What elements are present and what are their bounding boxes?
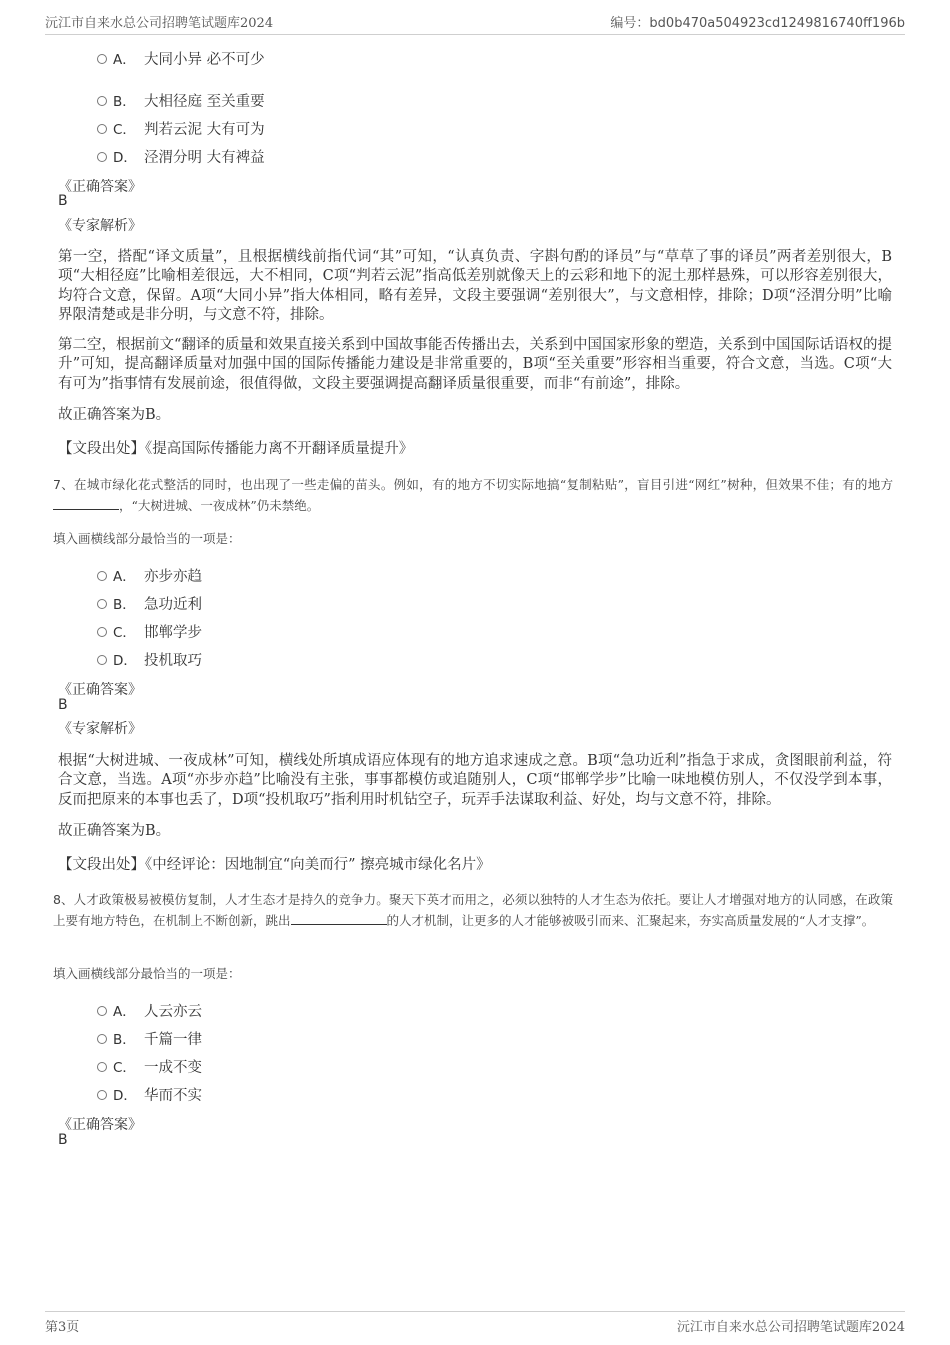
q6-analysis-conclusion: 故正确答案为B。 <box>58 407 171 423</box>
radio-icon[interactable] <box>97 1090 107 1100</box>
option-text: 华而不实 <box>144 1088 202 1104</box>
q7-stem-part2: ，“大树进城、一夜成林”仍未禁绝。 <box>119 497 320 513</box>
header-divider <box>45 34 905 35</box>
header-code-label: 编号： <box>610 16 650 31</box>
option-letter: B． <box>113 597 136 613</box>
q6-analysis-para-2: 第二空，根据前文“翻译的质量和效果直接关系到中国故事能否传播出去，关系到中国国家形象的塑造，关系到中国国际话语权的提升”可知，提高翻译质量对加强中国的国际传播能力建设是非常重要的，B项“至关重要”形容相当重要，符合文意，当选。C项“大有可为”指事情有发展前途，很值得做，文段主要强调提高翻译质量很重要，而非“有前途”，排除。 <box>58 337 892 392</box>
q6-option-b[interactable] <box>97 90 265 111</box>
q8-option-c[interactable] <box>97 1056 202 1077</box>
q7-option-d[interactable] <box>97 649 202 670</box>
q7-number: 7、 <box>53 477 75 492</box>
q8-blank <box>291 912 387 925</box>
header-code <box>610 12 905 31</box>
footer-page-number: 第3页 <box>45 1320 80 1335</box>
q8-stem-part1: 人才政策极易被模仿复制，人才生态才是持久的竞争力。聚天下英才而用之，必须以独特的人才生态为依托。要让人才增强对地方的认同感，在政策上要有地方特色，在机制上不断创新，跳出 <box>53 892 893 928</box>
option-letter: D． <box>113 1088 137 1104</box>
q7-analysis-label: 《专家解析》 <box>58 721 142 737</box>
option-text: 人云亦云 <box>144 1004 202 1020</box>
radio-icon[interactable] <box>97 571 107 581</box>
q8-answer-label: 《正确答案》 <box>58 1117 142 1133</box>
q7-answer-label: 《正确答案》 <box>58 682 142 698</box>
header-code-value: bd0b470a504923cd1249816740ff196b <box>649 16 905 31</box>
option-letter: C． <box>113 625 136 641</box>
header-title: 沅江市自来水总公司招聘笔试题库2024 <box>45 16 274 31</box>
radio-icon[interactable] <box>97 1006 107 1016</box>
q8-answer: B <box>58 1132 68 1148</box>
q8-option-d[interactable] <box>97 1084 202 1105</box>
q6-option-d[interactable] <box>97 146 265 167</box>
q7-blank <box>53 497 119 510</box>
q7-option-a[interactable] <box>97 565 202 586</box>
q7-stem-part1: 在城市绿化花式整活的同时，也出现了一些走偏的苗头。例如，有的地方不切实际地搞“复制粘贴”，盲目引进“网红”树种，但效果不佳；有的地方 <box>74 477 893 492</box>
q7-analysis-conclusion: 故正确答案为B。 <box>58 823 171 839</box>
option-text: 亦步亦趋 <box>144 569 202 585</box>
q8-stem-part2: 的人才机制，让更多的人才能够被吸引而来、汇聚起来，夯实高质量发展的“人才支撑”。 <box>386 912 875 928</box>
radio-icon[interactable] <box>97 54 107 64</box>
footer-divider <box>45 1311 905 1312</box>
option-letter: A． <box>113 52 136 68</box>
option-letter: A． <box>113 1004 136 1020</box>
radio-icon[interactable] <box>97 124 107 134</box>
radio-icon[interactable] <box>97 627 107 637</box>
q8-number: 8、 <box>53 892 74 907</box>
option-text: 邯郸学步 <box>144 625 202 641</box>
q8-option-b[interactable] <box>97 1028 202 1049</box>
q7-source: 【文段出处】《中经评论：因地制宜“向美而行” 擦亮城市绿化名片》 <box>58 857 491 873</box>
radio-icon[interactable] <box>97 599 107 609</box>
footer-title: 沅江市自来水总公司招聘笔试题库2024 <box>676 1320 905 1335</box>
option-letter: B． <box>113 94 136 110</box>
q7-option-c[interactable] <box>97 621 202 642</box>
option-text: 一成不变 <box>144 1060 202 1076</box>
radio-icon[interactable] <box>97 96 107 106</box>
option-text: 判若云泥 大有可为 <box>144 122 265 138</box>
option-text: 投机取巧 <box>144 653 202 669</box>
option-letter: A． <box>113 569 136 585</box>
q8-stem <box>53 890 893 931</box>
q7-analysis-para-1: 根据“大树进城、一夜成林”可知，横线处所填成语应体现有的地方追求速成之意。B项“急功近利”指急于求成，贪图眼前利益，符合文意，当选。A项“亦步亦趋”比喻没有主张，事事都模仿或追随别人，C项“邯郸学步”比喻一味地模仿别人，不仅没学到本事，反而把原来的本事也丢了，D项“投机取巧”指利用时机钻空子，玩弄手法谋取利益、好处，均与文意不符，排除。 <box>58 753 892 808</box>
option-letter: B． <box>113 1032 136 1048</box>
q6-answer-label: 《正确答案》 <box>58 179 142 195</box>
radio-icon[interactable] <box>97 1034 107 1044</box>
option-letter: C． <box>113 122 136 138</box>
option-text: 泾渭分明 大有裨益 <box>144 150 265 166</box>
q6-answer: B <box>58 193 68 209</box>
option-text: 急功近利 <box>144 597 202 613</box>
q7-stem <box>53 475 893 516</box>
radio-icon[interactable] <box>97 655 107 665</box>
q6-option-c[interactable] <box>97 118 265 139</box>
option-letter: D． <box>113 653 137 669</box>
q6-analysis-para-1: 第一空，搭配“译文质量”，且根据横线前指代词“其”可知，“认真负责、字斟句酌的译员”与“草草了事的译员”两者差别很大，B项“大相径庭”比喻相差很远，大不相同，C项“判若云泥”指高低差别就像天上的云彩和地下的泥土那样悬殊，可以形容差别很大，均符合文意，保留。A项“大同小异”指大体相同，略有差异，文段主要强调“差别很大”，与文意相悖，排除；D项“泾渭分明”比喻界限清楚或是非分明，与文意不符，排除。 <box>58 249 892 323</box>
option-text: 大同小异 必不可少 <box>144 52 265 68</box>
q7-answer: B <box>58 697 68 713</box>
q6-option-a[interactable] <box>97 48 265 69</box>
q6-source: 【文段出处】《提高国际传播能力离不开翻译质量提升》 <box>58 441 414 457</box>
option-letter: D． <box>113 150 137 166</box>
option-text: 大相径庭 至关重要 <box>144 94 265 110</box>
option-text: 千篇一律 <box>144 1032 202 1048</box>
q7-option-b[interactable] <box>97 593 202 614</box>
q8-instruction: 填入画横线部分最恰当的一项是： <box>53 966 241 981</box>
q8-option-a[interactable] <box>97 1000 202 1021</box>
q6-analysis-label: 《专家解析》 <box>58 218 142 234</box>
radio-icon[interactable] <box>97 152 107 162</box>
radio-icon[interactable] <box>97 1062 107 1072</box>
q7-instruction: 填入画横线部分最恰当的一项是： <box>53 531 241 546</box>
option-letter: C． <box>113 1060 136 1076</box>
